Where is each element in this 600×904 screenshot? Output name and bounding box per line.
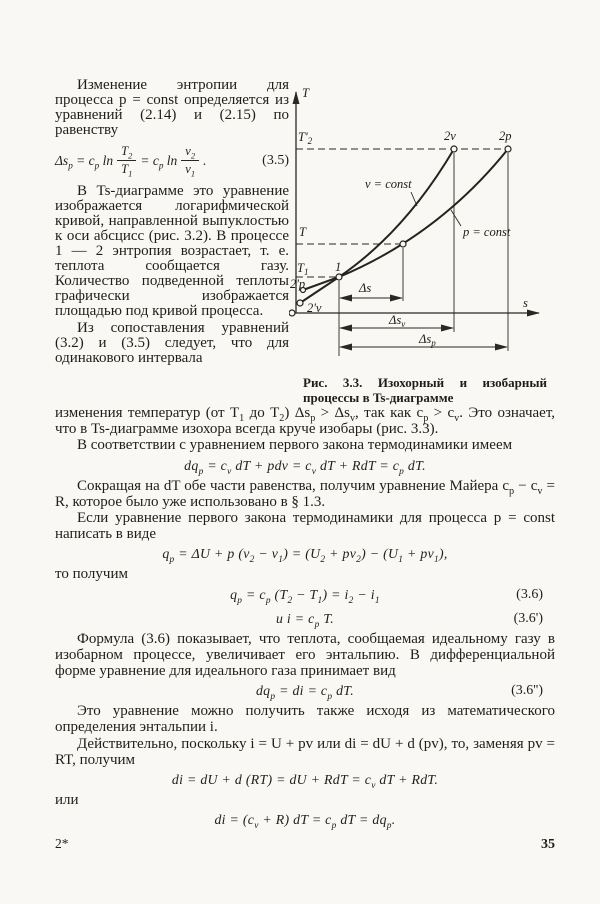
p-const-label: p = const — [463, 225, 511, 239]
point-at-t — [400, 241, 406, 247]
point-2p-prime-label: 2'p — [290, 277, 306, 291]
point-2v — [451, 146, 457, 152]
point-2v-prime-label: 2'v — [307, 301, 322, 315]
isochore-curve — [300, 149, 454, 303]
t-mid-label: T — [299, 225, 306, 239]
figure-caption: Рис. 3.3. Изохорный и изобарный процессы в Ts-диаграмме — [303, 375, 547, 405]
fraction-t2-t1 — [117, 144, 136, 177]
t2-prime-label: $T'_2$ — [298, 130, 313, 146]
signature-mark: 2* — [55, 836, 69, 851]
delta-s-v-label: $\Delta s_v$ — [389, 313, 406, 329]
equation-dqp: $dq_p = c_v$ dT + pdv = $c_v$ dT + RdT = $c_p$ dT. — [184, 457, 426, 477]
paragraph-or: или — [55, 792, 79, 809]
equation-3-5-lhs: $\Delta s_p = c_p$ ln — [55, 152, 114, 171]
paragraph-formula-3-6: Формула (3.6) показывает, что теплота, сообщаемая идеальному газу в изобарном процессе, увеличивает его энтальпию. В дифференциальной форме уравнение для идеального газа принимает вид — [55, 630, 555, 680]
ts-diagram-figure — [289, 80, 555, 405]
point-2v-label: 2v — [444, 129, 456, 143]
point-2v-prime — [297, 300, 303, 306]
isobar-curve — [303, 149, 508, 290]
delta-s-p-label: $\Delta s_p$ — [419, 332, 436, 348]
paragraph-enthalpy-definition: Это уравнение можно получить также исходя из математического определения энтальпии i. — [55, 703, 555, 736]
paragraph-then-we-get: то получим — [55, 566, 128, 583]
fraction-numerator: $v_2$ — [181, 144, 199, 161]
equation-number: (3.6) — [516, 586, 543, 602]
point-1-label: 1 — [335, 260, 342, 274]
point-2p — [505, 146, 511, 152]
fraction-denominator: $v_1$ — [185, 162, 196, 179]
s-axis-label: s — [523, 296, 528, 310]
figure-column — [289, 78, 555, 405]
equation-number: (3.6'') — [511, 683, 543, 699]
fraction-numerator: $T_2$ — [117, 144, 136, 161]
fraction-denominator: $T_1$ — [121, 162, 133, 179]
page-number: 35 — [541, 837, 555, 852]
t-axis-label: T — [302, 86, 309, 100]
paragraph-comparison-start: Из сопоставления уравнений (3.2) и (3.5) следует, что для одинакового интервала — [55, 320, 289, 366]
equation-3-5-tail: . — [203, 152, 207, 168]
equation-3-5 — [55, 144, 289, 177]
point-2p-label: 2p — [499, 129, 512, 143]
paragraph-first-law: В соответствии с уравнением первого закона термодинамики имеем — [77, 437, 513, 454]
top-section — [55, 78, 555, 405]
origin-point — [289, 310, 295, 316]
equation-number: (3.6') — [513, 610, 543, 626]
equation-qp-du: $q_p = \Delta U + p$ $(v_2 - v_1) = (U_2 + pv_2) - (U_1 + pv_1)$, — [162, 546, 448, 566]
paragraph-indeed: Действительно, поскольку i = U + pv или di = dU + d (pv), то, заменяя pv = RT, получим — [55, 735, 555, 768]
point-1 — [336, 274, 342, 280]
equation-3-5-mid: = $c_p$ ln — [140, 152, 178, 171]
paragraph-comparison-cont: изменения температур (от $T_1$ до $T_2$) $\Delta s_p > \Delta s_v$, так как $c_p > c_v$. Это означает, что в Ts-диаграмме изохора всегда круче изобары (рис. 3.3). — [55, 405, 556, 438]
fraction-v2-v1 — [181, 144, 199, 177]
equation-3-6-double-prime: $dq_p$ = di = $c_p$ dT. (3.6'') — [255, 683, 543, 702]
equation-3-6: $q_p = c_p$ $(T_2 - T_1) = i_2 - i_1$ (3.6) — [230, 586, 543, 606]
paragraph-ts-diagram: В Ts-диаграмме это уравнение изображается логарифмической кривой, направленной выпуклостью к оси абсцисс (рис. 3.2). В процессе 1 — 2 энтропия возрастает, т. е. теплота сообщается газу. Количество подведенной теплоты графически изображается площадью под кривой процесса. — [55, 183, 289, 319]
equation-di-final: di = $(c_v + R)$ dT = $c_p$ dT = $dq_p$. — [214, 812, 396, 831]
t1-label: $T_1$ — [297, 261, 309, 277]
equation-3-6-prime: и $i = c_p$ T. (3.6') — [275, 610, 543, 630]
p-const-leader-line — [451, 210, 461, 226]
paragraph-if-first-law: Если уравнение первого закона термодинамики для процесса p = const написать в виде — [55, 510, 555, 543]
page-footer — [55, 836, 555, 853]
paragraph-mayer: Сокращая на dT обе части равенства, получим уравнение Майера $c_p - c_v = R$, которое было уже использовано в § 1.3. — [55, 477, 555, 510]
v-const-leader-line — [411, 192, 417, 206]
ts-diagram-svg — [289, 80, 555, 362]
equation-number: (3.5) — [262, 152, 289, 168]
equation-di-expansion: di = dU + d (RT) = dU + RdT = $c_v$ dT + RdT. — [171, 772, 439, 791]
v-const-label: v = const — [365, 177, 412, 191]
delta-s-label: Δs — [359, 281, 372, 295]
paragraph-entropy-change: Изменение энтропии для процесса p = const определяется из уравнений (2.14) и (2.15) по равенству — [55, 77, 289, 138]
left-text-column — [55, 78, 289, 405]
